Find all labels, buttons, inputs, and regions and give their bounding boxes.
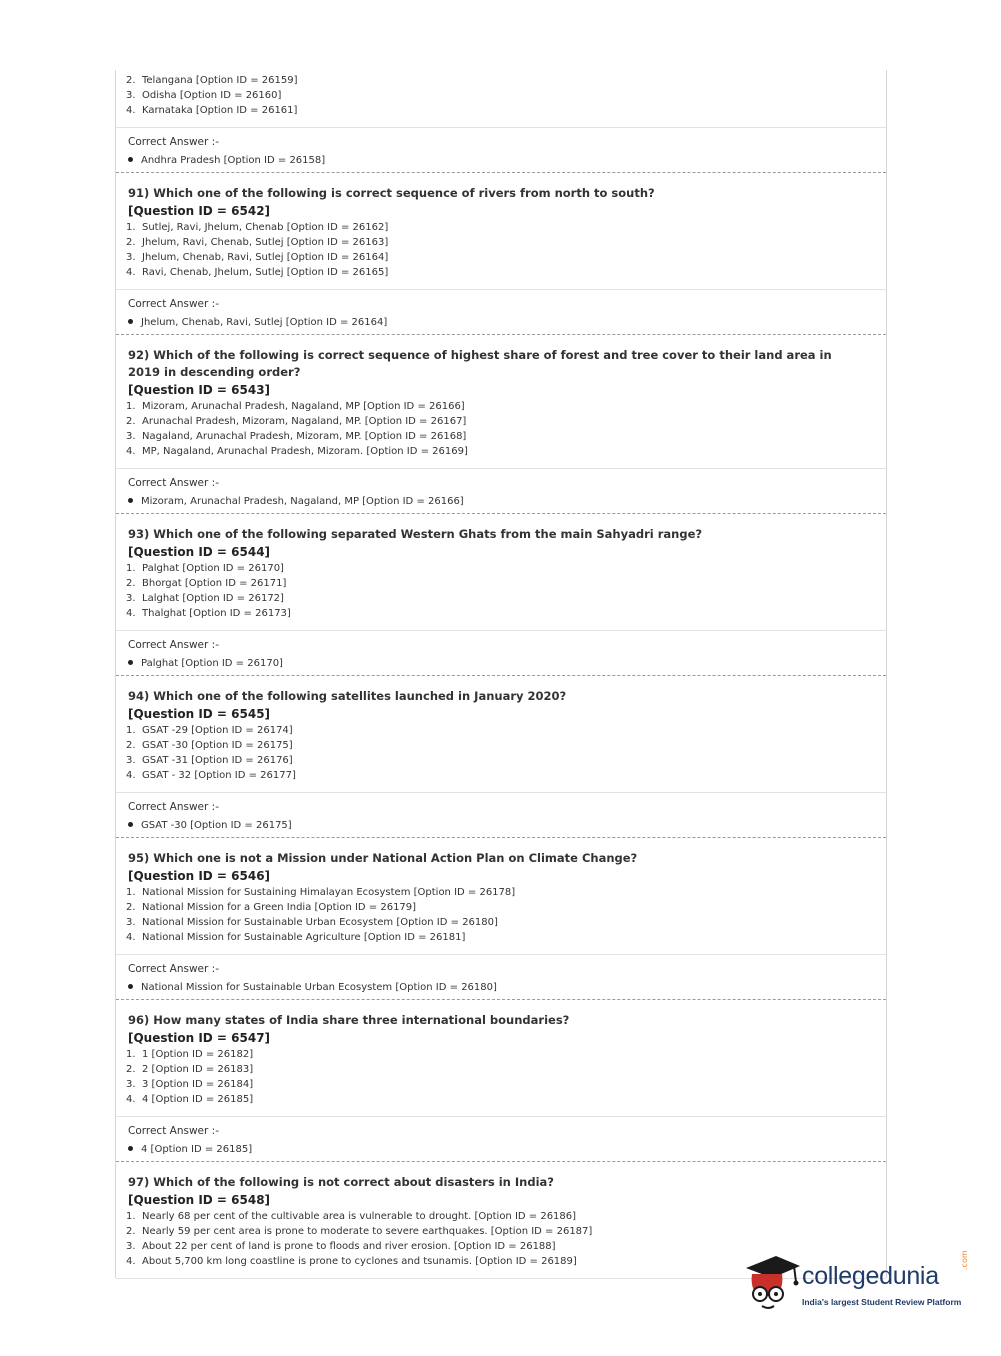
option-item: 3. Odisha [Option ID = 26160] [126, 90, 282, 101]
question-id: [Question ID = 6547] [128, 1031, 271, 1045]
correct-answer-value: 4 [Option ID = 26185] [128, 1144, 886, 1155]
logo-brand-text: collegedunia [802, 1262, 939, 1290]
option-item: 4. MP, Nagaland, Arunachal Pradesh, Mizoram. [Option ID = 26169] [126, 446, 468, 457]
correct-answer-block [116, 1117, 886, 1161]
question-id: [Question ID = 6543] [128, 383, 271, 397]
correct-answer-value: National Mission for Sustainable Urban Ecosystem [Option ID = 26180] [128, 982, 886, 993]
bullet-icon [128, 984, 133, 989]
option-item: 2. National Mission for a Green India [Option ID = 26179] [126, 902, 417, 913]
correct-answer-label: Correct Answer :- [128, 477, 219, 489]
option-item: 4. Thalghat [Option ID = 26173] [126, 608, 291, 619]
option-item: 1. Mizoram, Arunachal Pradesh, Nagaland, MP [Option ID = 26166] [126, 401, 465, 412]
correct-answer-block [116, 793, 886, 837]
question-block [116, 173, 886, 280]
option-item: 4. 4 [Option ID = 26185] [126, 1094, 254, 1105]
question-title: 94) Which one of the following satellites launched in January 2020? [128, 689, 567, 703]
option-item: 1. Nearly 68 per cent of the cultivable area is vulnerable to drought. [Option ID = 26186] [126, 1211, 577, 1222]
option-item: 1. GSAT -29 [Option ID = 26174] [126, 725, 293, 736]
option-item: 2. Nearly 59 per cent area is prone to moderate to severe earthquakes. [Option ID = 26187] [126, 1226, 593, 1237]
bullet-icon [128, 660, 133, 665]
mascot-icon [742, 1250, 802, 1316]
option-item: 4. GSAT - 32 [Option ID = 26177] [126, 770, 296, 781]
question-id: [Question ID = 6542] [128, 204, 271, 218]
question-title: 92) Which of the following is correct sequence of highest share of forest and tree cover to their land area in 2019 in descending order? [128, 348, 832, 379]
correct-answer-block [116, 631, 886, 675]
correct-answer-block [116, 469, 886, 513]
option-item: 4. National Mission for Sustainable Agriculture [Option ID = 26181] [126, 932, 466, 943]
bullet-icon [128, 1146, 133, 1151]
option-item: 3. Nagaland, Arunachal Pradesh, Mizoram, MP. [Option ID = 26168] [126, 431, 467, 442]
correct-answer-label: Correct Answer :- [128, 298, 219, 310]
bullet-icon [128, 498, 133, 503]
option-item: 4. Ravi, Chenab, Jhelum, Sutlej [Option ID = 26165] [126, 267, 389, 278]
question-id: [Question ID = 6546] [128, 869, 271, 883]
option-item: 1. Sutlej, Ravi, Jhelum, Chenab [Option ID = 26162] [126, 222, 389, 233]
prev-question-options [116, 70, 886, 118]
option-item: 2. Telangana [Option ID = 26159] [126, 75, 298, 86]
bullet-icon [128, 319, 133, 324]
option-item: 3. About 22 per cent of land is prone to floods and river erosion. [Option ID = 26188] [126, 1241, 556, 1252]
correct-answer-block [116, 955, 886, 999]
correct-answer-value: Jhelum, Chenab, Ravi, Sutlej [Option ID = 26164] [128, 317, 886, 328]
question-title: 95) Which one is not a Mission under National Action Plan on Climate Change? [128, 851, 638, 865]
question-block [116, 514, 886, 621]
logo-tagline: India's largest Student Review Platform [802, 1297, 962, 1307]
correct-answer-label: Correct Answer :- [128, 801, 219, 813]
option-item: 1. Palghat [Option ID = 26170] [126, 563, 284, 574]
option-item: 3. 3 [Option ID = 26184] [126, 1079, 254, 1090]
collegedunia-logo[interactable] [742, 1250, 982, 1320]
document-page [115, 70, 887, 1278]
option-item: 3. National Mission for Sustainable Urban Ecosystem [Option ID = 26180] [126, 917, 498, 928]
option-item: 4. About 5,700 km long coastline is prone to cyclones and tsunamis. [Option ID = 26189] [126, 1256, 577, 1267]
option-item: 2. GSAT -30 [Option ID = 26175] [126, 740, 293, 751]
question-id: [Question ID = 6544] [128, 545, 271, 559]
option-item: 1. National Mission for Sustaining Himalayan Ecosystem [Option ID = 26178] [126, 887, 516, 898]
correct-answer-label: Correct Answer :- [128, 639, 219, 651]
correct-answer-value: Andhra Pradesh [Option ID = 26158] [128, 155, 886, 166]
option-item: 3. Jhelum, Chenab, Ravi, Sutlej [Option ID = 26164] [126, 252, 389, 263]
correct-answer-value: Mizoram, Arunachal Pradesh, Nagaland, MP [Option ID = 26166] [128, 496, 886, 507]
question-id: [Question ID = 6548] [128, 1193, 271, 1207]
correct-answer-value: GSAT -30 [Option ID = 26175] [128, 820, 886, 831]
bullet-icon [128, 157, 133, 162]
correct-answer-label: Correct Answer :- [128, 136, 219, 148]
question-title: 91) Which one of the following is correct sequence of rivers from north to south? [128, 186, 655, 200]
correct-answer-block [116, 128, 886, 172]
question-block [116, 838, 886, 945]
correct-answer-block [116, 290, 886, 334]
question-id: [Question ID = 6545] [128, 707, 271, 721]
question-title: 97) Which of the following is not correct about disasters in India? [128, 1175, 554, 1189]
question-title: 96) How many states of India share three international boundaries? [128, 1013, 570, 1027]
question-block [116, 676, 886, 783]
correct-answer-label: Correct Answer :- [128, 963, 219, 975]
option-item: 2. Arunachal Pradesh, Mizoram, Nagaland, MP. [Option ID = 26167] [126, 416, 467, 427]
option-item: 3. Lalghat [Option ID = 26172] [126, 593, 284, 604]
logo-dotcom-text: .com [960, 1250, 969, 1270]
option-item: 2. 2 [Option ID = 26183] [126, 1064, 254, 1075]
option-item: 1. 1 [Option ID = 26182] [126, 1049, 254, 1060]
correct-answer-label: Correct Answer :- [128, 1125, 219, 1137]
question-title: 93) Which one of the following separated Western Ghats from the main Sahyadri range? [128, 527, 703, 541]
bullet-icon [128, 822, 133, 827]
option-item: 3. GSAT -31 [Option ID = 26176] [126, 755, 293, 766]
question-block [116, 1000, 886, 1107]
option-item: 2. Jhelum, Ravi, Chenab, Sutlej [Option ID = 26163] [126, 237, 389, 248]
option-item: 2. Bhorgat [Option ID = 26171] [126, 578, 287, 589]
question-block [116, 335, 886, 459]
option-item: 4. Karnataka [Option ID = 26161] [126, 105, 298, 116]
correct-answer-value: Palghat [Option ID = 26170] [128, 658, 886, 669]
